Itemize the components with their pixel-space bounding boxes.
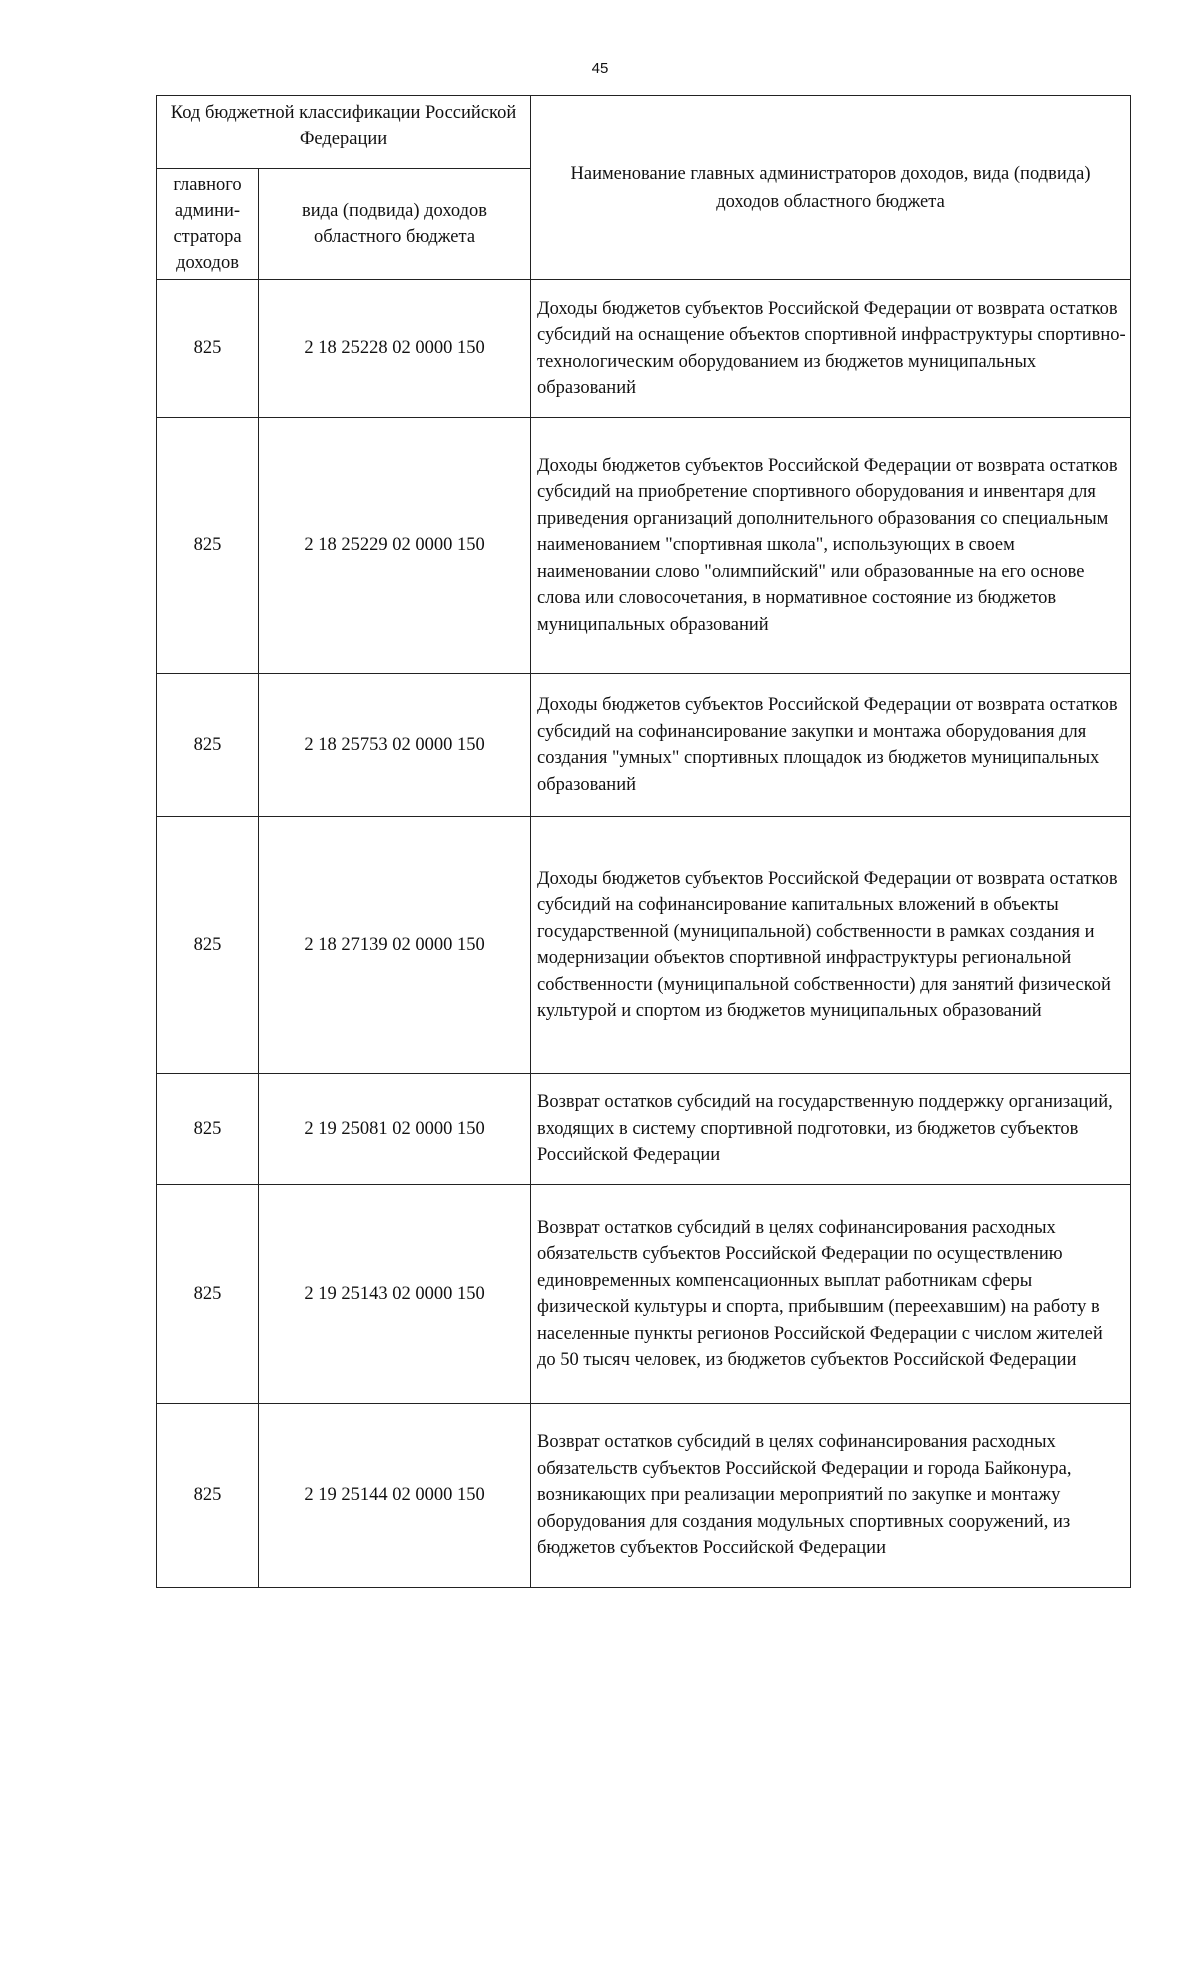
revenue-code-cell: 2 18 27139 02 0000 150 <box>259 817 531 1074</box>
revenue-name-cell: Доходы бюджетов субъектов Российской Федерации от возврата остатков субсидий на оснащение объектов спортивной инфраструктуры спортивно-технологическим оборудованием из бюджетов муниципальных образований <box>531 280 1131 418</box>
revenue-code-cell: 2 18 25228 02 0000 150 <box>259 280 531 418</box>
revenue-name-cell: Доходы бюджетов субъектов Российской Федерации от возврата остатков субсидий на софинансирование закупки и монтажа оборудования для создания "умных" спортивных площадок из бюджетов муниципальных образований <box>531 674 1131 817</box>
admin-code-cell: 825 <box>157 418 259 674</box>
revenue-name-cell: Возврат остатков субсидий в целях софинансирования расходных обязательств субъектов Российской Федерации по осуществлению единовременных компенсационных выплат работникам сферы физической культуры и спорта, прибывшим (переехавшим) на работу в населенные пункты регионов Российской Федерации с числом жителей до 50 тысяч человек, из бюджетов субъектов Российской Федерации <box>531 1185 1131 1404</box>
table-row <box>157 674 1131 817</box>
revenue-code-cell: 2 18 25229 02 0000 150 <box>259 418 531 674</box>
revenue-code-cell: 2 19 25081 02 0000 150 <box>259 1074 531 1185</box>
admin-code-cell: 825 <box>157 1185 259 1404</box>
table-row <box>157 280 1131 418</box>
header-name-column: Наименование главных администраторов доходов, вида (подвида) доходов областного бюджета <box>531 96 1131 280</box>
revenue-name-cell: Доходы бюджетов субъектов Российской Федерации от возврата остатков субсидий на софинансирование капитальных вложений в объекты государственной (муниципальной) собственности в рамках создания и модернизации объектов спортивной инфраструктуры региональной собственности (муниципальной собственности) для занятий физической культурой и спортом из бюджетов муниципальных образований <box>531 817 1131 1074</box>
revenue-code-cell: 2 19 25144 02 0000 150 <box>259 1404 531 1588</box>
admin-code-cell: 825 <box>157 817 259 1074</box>
table-row <box>157 418 1131 674</box>
header-code-group: Код бюджетной классификации Российской Федерации <box>157 96 531 169</box>
revenue-name-cell: Возврат остатков субсидий в целях софинансирования расходных обязательств субъектов Российской Федерации и города Байконура, возникающих при реализации мероприятий по закупке и монтажу оборудования для создания модульных спортивных сооружений, из бюджетов субъектов Российской Федерации <box>531 1404 1131 1588</box>
header-row <box>157 96 1131 169</box>
table-row <box>157 817 1131 1074</box>
table-row <box>157 1185 1131 1404</box>
admin-code-cell: 825 <box>157 1404 259 1588</box>
admin-code-cell: 825 <box>157 1074 259 1185</box>
header-code-column: вида (подвида) доходов областного бюджета <box>259 169 531 280</box>
revenue-code-cell: 2 19 25143 02 0000 150 <box>259 1185 531 1404</box>
revenue-name-cell: Доходы бюджетов субъектов Российской Федерации от возврата остатков субсидий на приобретение спортивного оборудования и инвентаря для приведения организаций дополнительного образования со специальным наименованием "спортивная школа", использующих в своем наименовании слово "олимпийский" или образованные на его основе слова или словосочетания, в нормативное состояние из бюджетов муниципальных образований <box>531 418 1131 674</box>
admin-code-cell: 825 <box>157 280 259 418</box>
table-row <box>157 1074 1131 1185</box>
page-number: 45 <box>591 60 609 77</box>
revenue-name-cell: Возврат остатков субсидий на государственную поддержку организаций, входящих в систему спортивной подготовки, из бюджетов субъектов Российской Федерации <box>531 1074 1131 1185</box>
header-admin-column: главного админи-стратора доходов <box>157 169 259 280</box>
admin-code-cell: 825 <box>157 674 259 817</box>
table-row <box>157 1404 1131 1588</box>
budget-classification-table <box>156 95 1131 1588</box>
revenue-code-cell: 2 18 25753 02 0000 150 <box>259 674 531 817</box>
